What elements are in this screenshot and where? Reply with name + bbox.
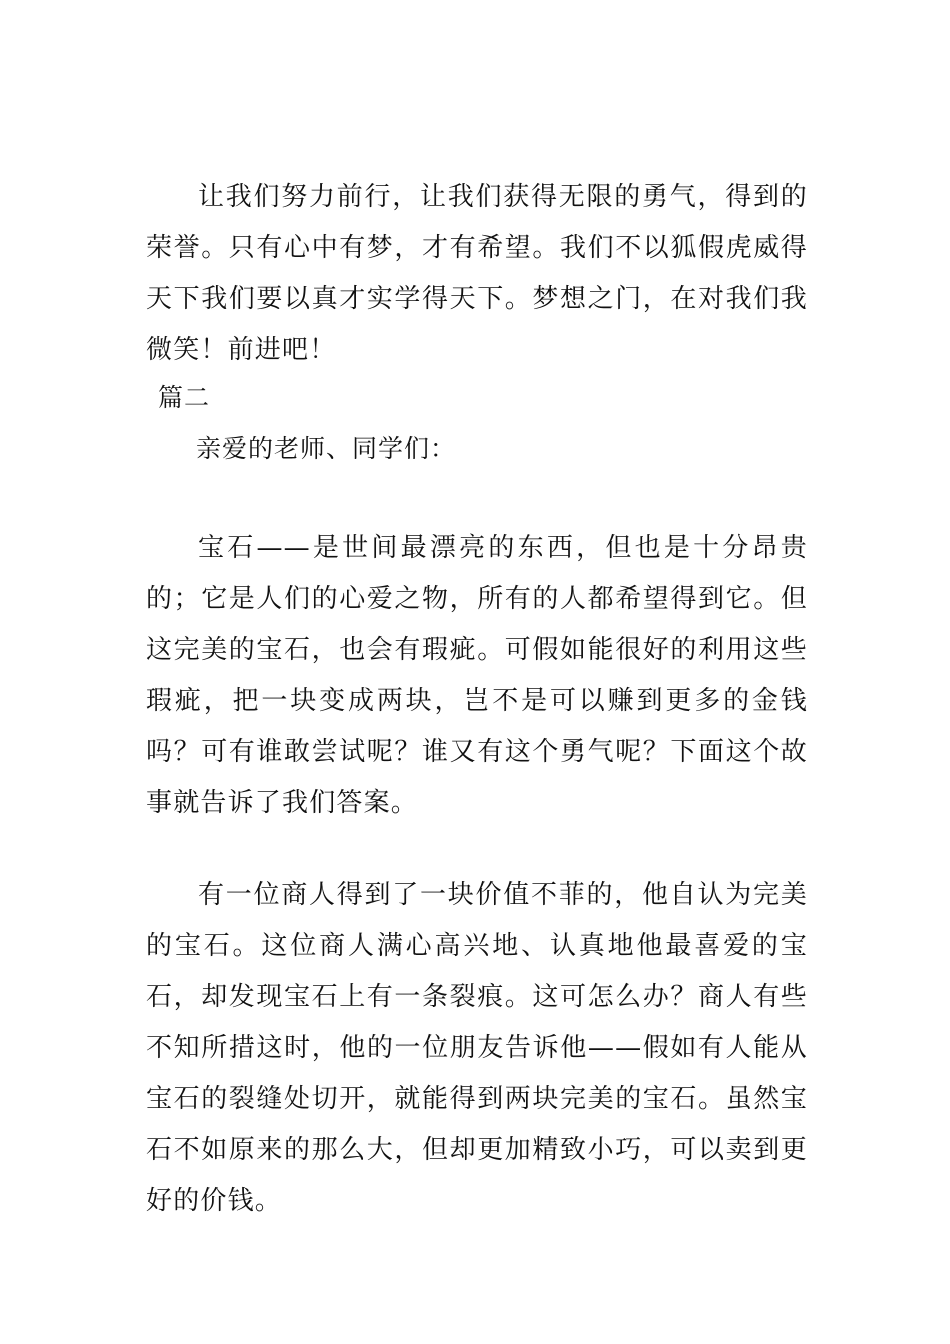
section-heading: 篇二 [158,383,211,412]
paragraph-1: 让我们努力前行，让我们获得无限的勇气，得到的荣誉。只有心中有梦，才有希望。我们不以狐假虎威得天下我们要以真才实学得天下。梦想之门，在对我们我微笑！前进吧！ [146,182,808,365]
paragraph-2: 宝石——是世间最漂亮的东西，但也是十分昂贵的；它是人们的心爱之物，所有的人都希望得到它。但这完美的宝石，也会有瑕疵。可假如能很好的利用这些瑕疵，把一块变成两块，岂不是可以赚到更多的金钱吗？可有谁敢尝试呢？谁又有这个勇气呢？下面这个故事就告诉了我们答案。 [146,533,808,818]
salutation: 亲爱的老师、同学们： [196,434,457,463]
paragraph-3: 有一位商人得到了一块价值不菲的，他自认为完美的宝石。这位商人满心高兴地、认真地他最喜爱的宝石，却发现宝石上有一条裂痕。这可怎么办？商人有些不知所措这时，他的一位朋友告诉他——假如有人能从宝石的裂缝处切开，就能得到两块完美的宝石。虽然宝石不如原来的那么大，但却更加精致小巧，可以卖到更好的价钱。 [146,880,808,1216]
